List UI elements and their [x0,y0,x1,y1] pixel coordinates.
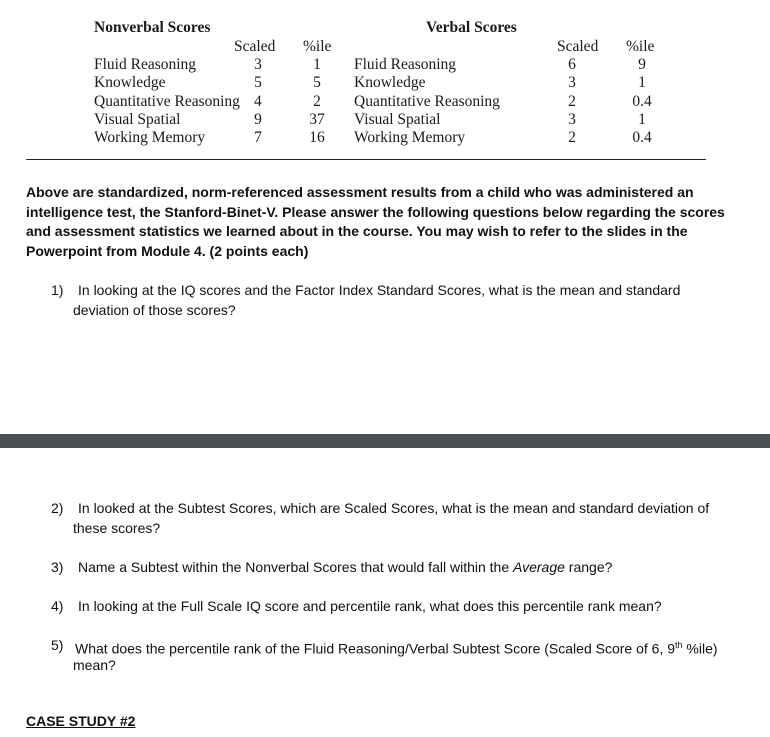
nonverbal-title: Nonverbal Scores [94,19,211,36]
nonverbal-pct-header: %ile [303,38,332,55]
instructions-line: intelligence test, the Stanford-Binet-V. Please answer the following questions below regarding the scores [26,203,725,220]
verbal-row-scaled: 3 [568,111,576,128]
nonverbal-row-scaled: 9 [254,111,262,128]
nonverbal-row-pct: 5 [313,74,321,91]
verbal-row-pct: 9 [638,56,646,73]
instructions-line: Powerpoint from Module 4. (2 points each) [26,242,309,259]
question-number: 2) [51,500,64,516]
question-number: 4) [51,598,64,614]
question-emphasis: Average [513,559,565,575]
verbal-row-scaled: 3 [568,74,576,91]
verbal-row-pct: 0.4 [632,93,652,110]
question-text-part: range? [564,559,613,575]
verbal-row-name: Quantitative Reasoning [354,93,500,110]
question-text: In looked at the Subtest Scores, which are Scaled Scores, what is the mean and standard deviation of [78,500,710,516]
verbal-row-pct: 0.4 [632,129,652,146]
nonverbal-row-name: Quantitative Reasoning [94,93,240,110]
question-text-part: %ile) [682,640,718,657]
verbal-title: Verbal Scores [426,19,517,36]
nonverbal-row-scaled: 5 [254,74,262,91]
question-number: 1) [51,282,64,298]
page-break-bar [0,434,770,448]
question-text-cont: deviation of those scores? [73,301,236,318]
verbal-row-name: Visual Spatial [354,111,441,128]
instructions-line: Above are standardized, norm-referenced assessment results from a child who was administered an [26,184,694,200]
nonverbal-row-scaled: 4 [254,93,262,110]
question-text [75,636,718,659]
verbal-row-scaled: 2 [568,129,576,146]
verbal-row-name: Knowledge [354,74,426,91]
nonverbal-scaled-header: Scaled [234,38,276,55]
question-number: 5) [51,637,64,653]
question-superscript: th [675,640,683,650]
nonverbal-row-pct: 37 [309,111,325,128]
nonverbal-row-pct: 2 [313,93,321,110]
question-text-cont: these scores? [73,519,161,536]
nonverbal-row-name: Fluid Reasoning [94,56,197,73]
instructions-line: and assessment statistics we learned about in the course. You may wish to refer to the slides in the [26,223,688,239]
nonverbal-row-scaled: 7 [254,129,262,146]
question-text: In looking at the IQ scores and the Factor Index Standard Scores, what is the mean and standard [78,282,681,298]
verbal-row-name: Fluid Reasoning [354,56,457,73]
nonverbal-row-pct: 1 [313,56,321,73]
verbal-row-pct: 1 [638,111,646,128]
question-text: In looking at the Full Scale IQ score and percentile rank, what does this percentile rank mean? [78,598,662,614]
verbal-row-scaled: 2 [568,93,576,110]
question-text-part: What does the percentile rank of the Fluid Reasoning/Verbal Subtest Score (Scaled Score of 6, 9 [75,640,676,657]
nonverbal-row-name: Visual Spatial [94,111,181,128]
verbal-row-pct: 1 [638,74,646,91]
instructions-paragraph [26,183,741,261]
question-text [78,558,612,578]
nonverbal-row-pct: 16 [309,129,325,146]
verbal-row-scaled: 6 [568,56,576,73]
case-study-heading: CASE STUDY #2 [26,713,136,729]
nonverbal-row-scaled: 3 [254,56,262,73]
question-text-part: Name a Subtest within the Nonverbal Scores that would fall within the [78,559,514,575]
verbal-pct-header: %ile [626,38,655,55]
question-text-cont: mean? [73,656,116,673]
question-number: 3) [51,559,64,575]
nonverbal-row-name: Knowledge [94,74,166,91]
nonverbal-row-name: Working Memory [94,129,206,146]
verbal-scaled-header: Scaled [557,38,599,55]
verbal-row-name: Working Memory [354,129,466,146]
table-bottom-rule [26,159,706,160]
